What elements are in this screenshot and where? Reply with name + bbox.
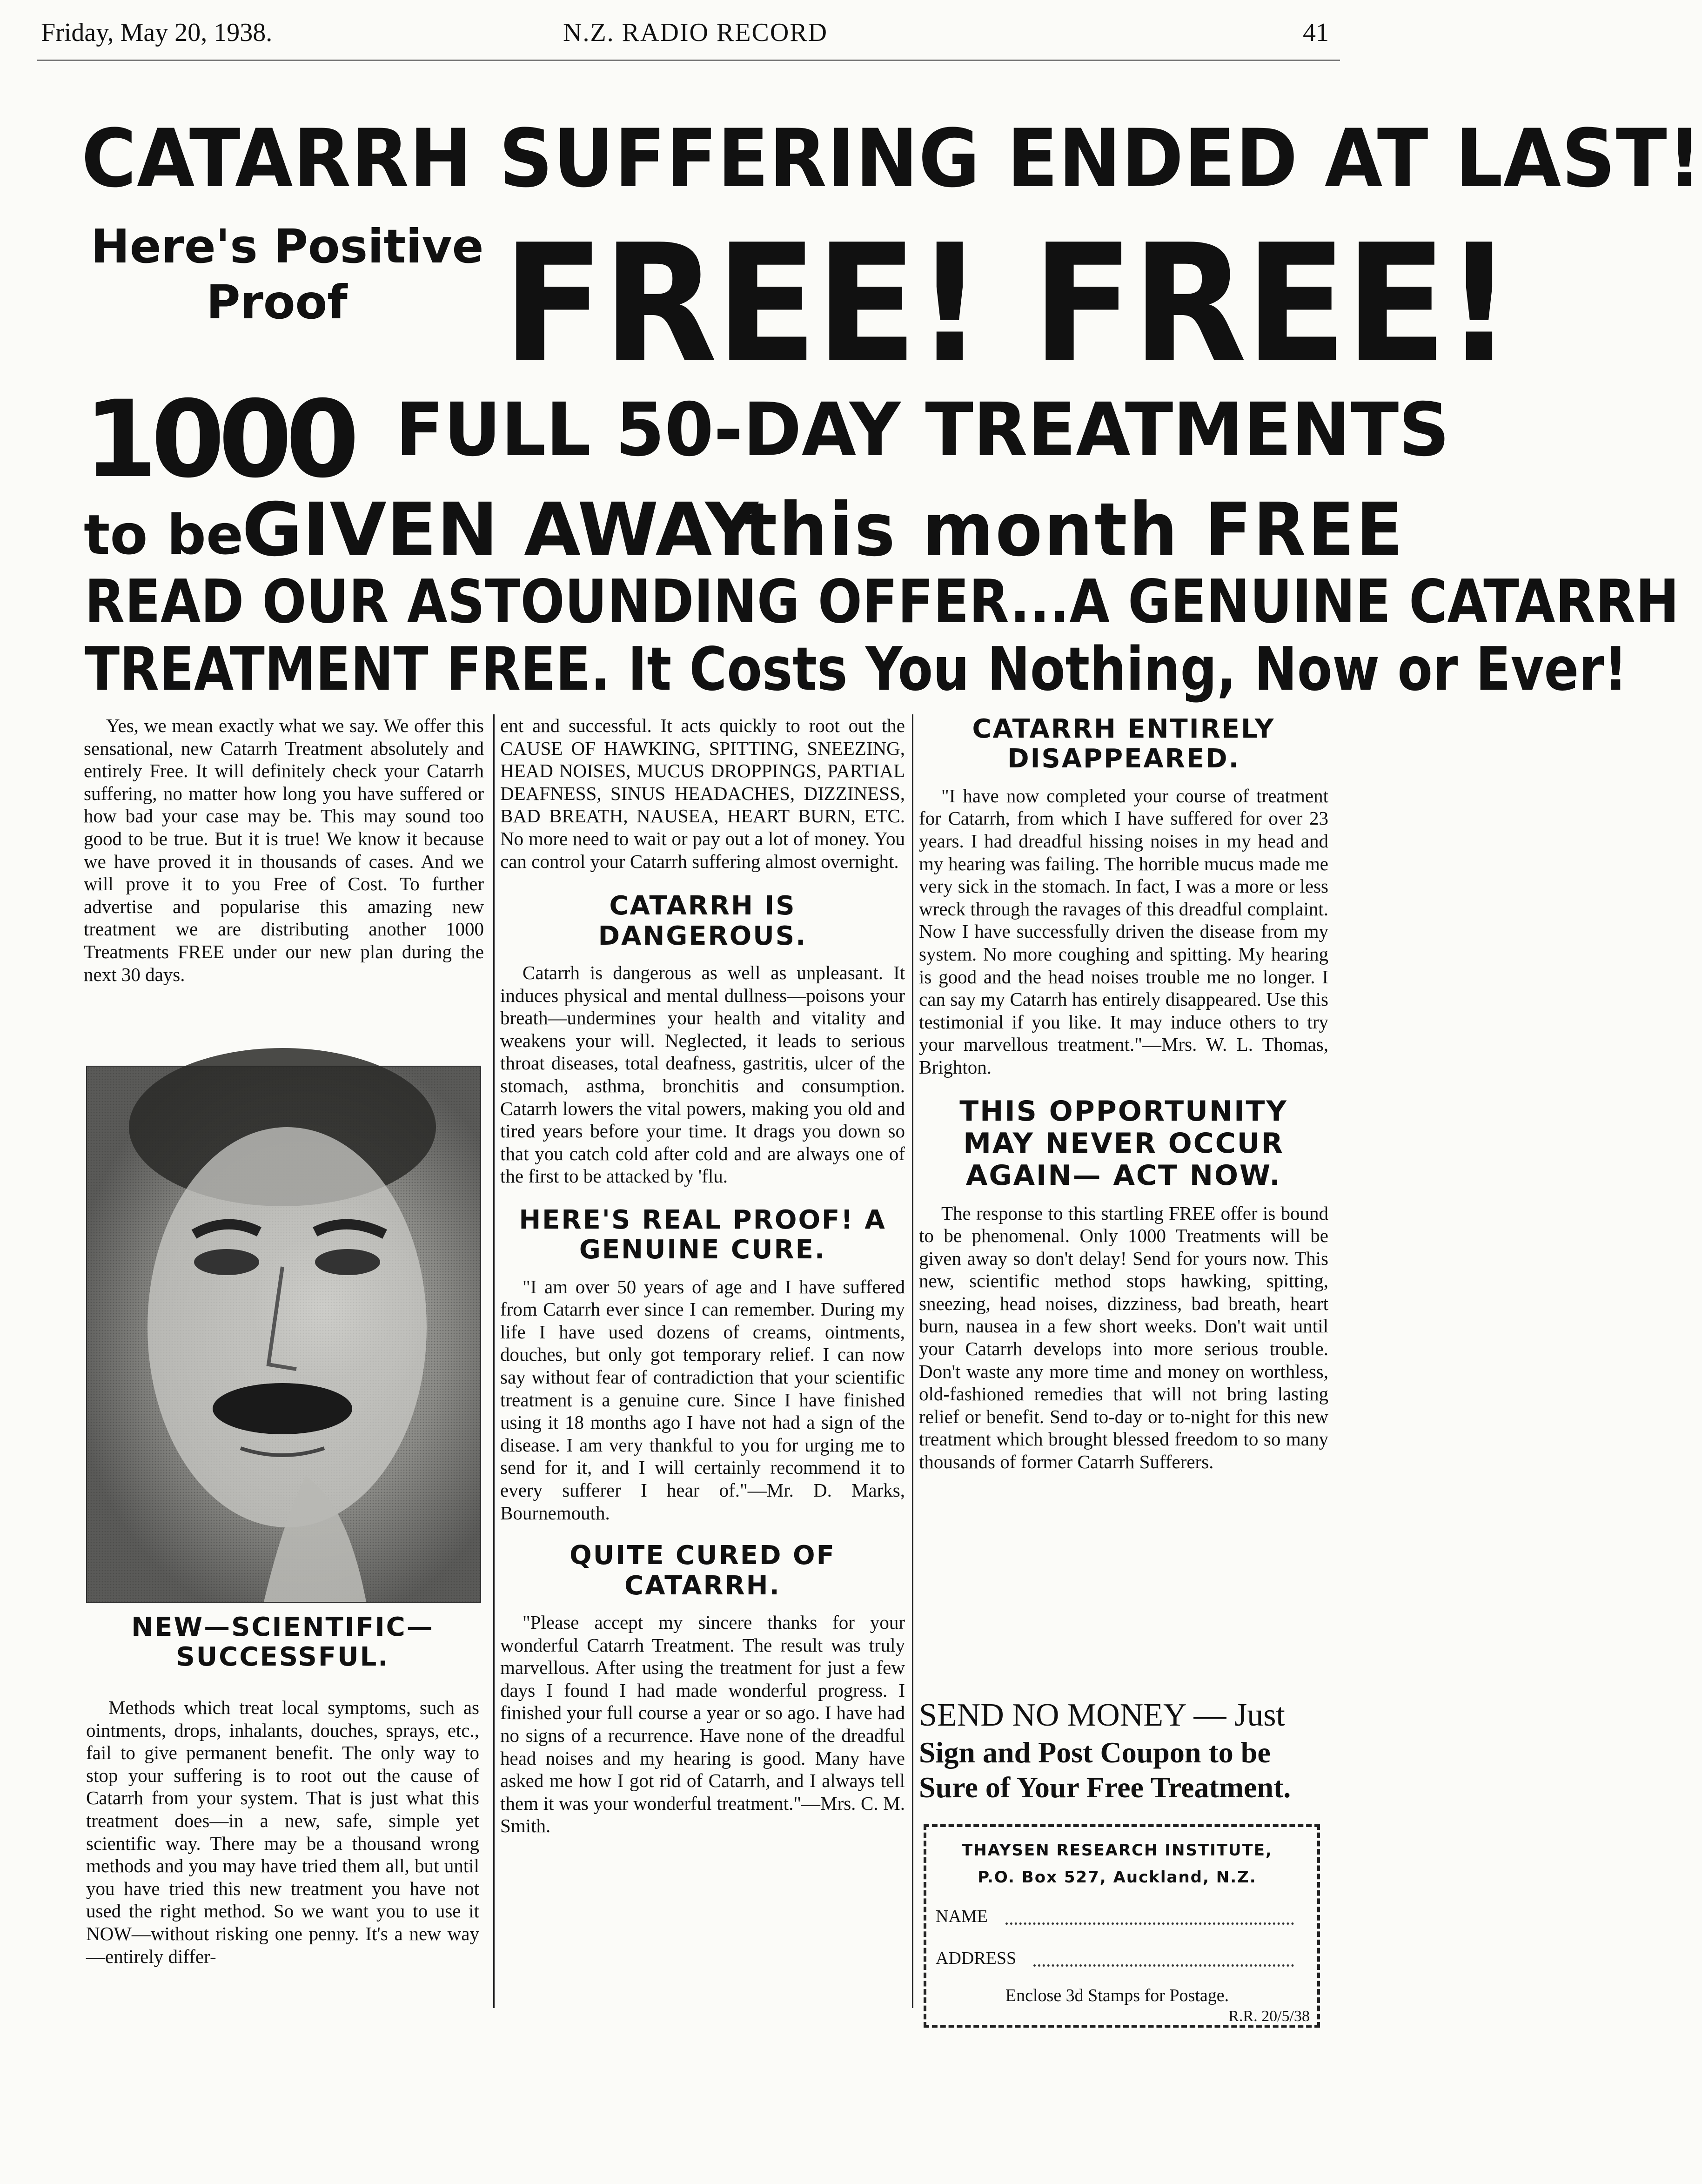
- treatments-count: 1000: [84, 377, 353, 501]
- give-away-suffix: this month FREE: [744, 487, 1405, 573]
- intro-paragraph: Yes, we mean exactly what we say. We offer this sensational, new Catarrh Treatment absolutely and entirely Free. It will definitely check your Catarrh suffering, no matter how long you have suffered or how bad your case may be. This may sound too good to be true. But it is true! We know it because we have proved it in thousands of cases. And we will prove it to you Free of Cost. To further advertise and popularise this amazing new treatment we are distributing another 1000 Treatments FREE under our new plan during the next 30 days.: [84, 715, 484, 985]
- column-rule-1: [493, 714, 495, 2008]
- cured-testimonial: "Please accept my sincere thanks for your wonderful Catarrh Treatment. The result was truly marvellous. After using the treatment for just a few days I found I had made wonderful progress. I finished your full course a year or so ago. I have had no signs of a recurrence. Have none of the dreadful head noises and my hearing is good. Many have asked me how I got rid of Catarrh, and I always tell them it was your wonderful treatment."—Mrs. C. M. Smith.: [500, 1611, 905, 1837]
- main-headline: CATARRH SUFFERING ENDED AT LAST!: [81, 112, 1702, 205]
- coupon-form[interactable]: [924, 1824, 1320, 2028]
- issue-date: Friday, May 20, 1938.: [41, 18, 273, 47]
- coupon-stamps-note: Enclose 3d Stamps for Postage.: [1005, 1986, 1229, 2005]
- column-2: [500, 714, 905, 1837]
- cured-subhead: QUITE CURED OF CATARRH.: [570, 1540, 836, 1601]
- methods-paragraph: Methods which treat local symptoms, such as ointments, drops, inhalants, douches, sprays, etc., fail to give permanent benefit. The only way to stop your suffering is to root out the cause of Catarrh from your system. That is just what this treatment does—in a new, safe, simple yet scientific way. There may be a thousand wrong methods and you may have tried them all, but until you have tried this new treatment you have not used the right method. So we want you to use it NOW—without risking one penny. It's a new way—entirely differ-: [86, 1697, 479, 1967]
- give-away-main: GIVEN AWAY: [242, 487, 758, 573]
- coupon-institute: THAYSEN RESEARCH INSTITUTE,: [962, 1841, 1273, 1860]
- offer-line-2: TREATMENT FREE. It Costs You Nothing, Now or Ever!: [85, 635, 1628, 704]
- send-no-money-line3: Sure of Your Free Treatment.: [919, 1771, 1291, 1804]
- coupon-name-field[interactable]: [1005, 1922, 1294, 1925]
- page-number: 41: [1303, 18, 1329, 47]
- offer-line-1: READ OUR ASTOUNDING OFFER...A GENUINE CATARRH: [85, 567, 1679, 637]
- real-proof-subhead: HERE'S REAL PROOF! A GENUINE CURE.: [519, 1204, 886, 1265]
- coupon-address: P.O. Box 527, Auckland, N.Z.: [978, 1868, 1257, 1887]
- treatments-text: FULL 50-DAY TREATMENTS: [395, 387, 1450, 473]
- give-away-prefix: to be: [84, 503, 244, 567]
- column-rule-2: [912, 714, 913, 2008]
- coupon-address-field[interactable]: [1033, 1964, 1294, 1967]
- continued-paragraph: ent and successful. It acts quickly to root out the CAUSE OF HAWKING, SPITTING, SNEEZING, HEAD NOISES, MUCUS DROPPINGS, PARTIAL DEAFNESS, SINUS HEADACHES, DIZZINESS, BAD BREATH, NAUSEA, HEART BURN, ETC. No more need to wait or pay out a lot of money. You can control your Catarrh suffering almost overnight.: [500, 715, 905, 872]
- dangerous-paragraph: Catarrh is dangerous as well as unpleasant. It induces physical and mental dullness—poisons your breath—undermines your health and vitality and weakens your will. Neglected, it leads to serious throat diseases, total deafness, gastritis, ulcer of the stomach, asthma, bronchitis and consumption. Catarrh lowers the vital powers, making you old and tired years before your time. It drags you down so that you catch cold after cold and are always one of the first to be attacked by 'flu.: [500, 961, 905, 1187]
- act-now-paragraph: The response to this startling FREE offer is bound to be phenomenal. Only 1000 Treatments will be given away so don't delay! Send for yours now. This new, scientific method stops hawking, spitting, sneezing, head noises, dizziness, bad breath, heart burn, nausea in a few short weeks. Don't wait until your Catarrh develops into more serious trouble. Don't waste any more time and money on worthless, old-fashioned remedies that will not bring lasting relief or benefit. Send to-day or to-night for this new treatment which brought blessed freedom to so many thousands of former Catarrh Sufferers.: [919, 1202, 1328, 1473]
- scientific-subhead: NEW—SCIENTIFIC— SUCCESSFUL.: [131, 1612, 434, 1673]
- dangerous-subhead: CATARRH IS DANGEROUS.: [598, 891, 807, 951]
- positive-proof-line2: Proof: [206, 275, 348, 329]
- disappeared-subhead: CATARRH ENTIRELY DISAPPEARED.: [972, 714, 1275, 774]
- publication-title: N.Z. RADIO RECORD: [563, 18, 828, 47]
- coupon-address-label: ADDRESS: [936, 1949, 1017, 1968]
- send-no-money-line2: Sign and Post Coupon to be: [919, 1735, 1271, 1769]
- send-no-money-line1: SEND NO MONEY — Just: [919, 1697, 1285, 1733]
- column-1-subhead: [86, 1613, 479, 1673]
- coupon-name-label: NAME: [936, 1907, 988, 1926]
- proof-testimonial: "I am over 50 years of age and I have suffered from Catarrh ever since I can remember. During my life I have used dozens of creams, ointments, douches, but only got temporary relief. I can now say without fear of contradiction that your scientific treatment is a genuine cure. Since I have finished using it 18 months ago I have not had a sign of the disease. I am very thankful to you for urging me to send for it, and I will certainly recommend it to every sufferer I hear of."—Mr. D. Marks, Bournemouth.: [500, 1276, 905, 1524]
- send-no-money-block: [919, 1696, 1328, 1805]
- portrait-illustration: [87, 1067, 480, 1602]
- column-1-body: [86, 1696, 479, 1968]
- positive-proof-line1: Here's Positive: [91, 219, 484, 274]
- column-1-intro: [84, 714, 484, 986]
- column-3: [919, 714, 1328, 1473]
- free-free-banner: FREE! FREE!: [503, 210, 1512, 398]
- portrait-photo: [86, 1066, 481, 1603]
- coupon-reference: R.R. 20/5/38: [1226, 2008, 1313, 2025]
- thomas-testimonial: "I have now completed your course of treatment for Catarrh, from which I have suffered for over 23 years. I had dreadful hissing noises in my head and my hearing was failing. The horrible mucus made me very sick in the stomach. In fact, I was a more or less wreck through the ravages of this dreadful complaint. Now I have successfully driven the disease from my system. No more coughing and spitting. My hearing is good and the head noises trouble me no longer. I can say my Catarrh has entirely disappeared. Use this testimonial if you like. It may induce others to try your marvellous treatment."—Mrs. W. L. Thomas, Brighton.: [919, 785, 1328, 1078]
- opportunity-subhead: THIS OPPORTUNITY MAY NEVER OCCUR AGAIN— ACT NOW.: [959, 1095, 1288, 1192]
- header-rule: [37, 60, 1340, 61]
